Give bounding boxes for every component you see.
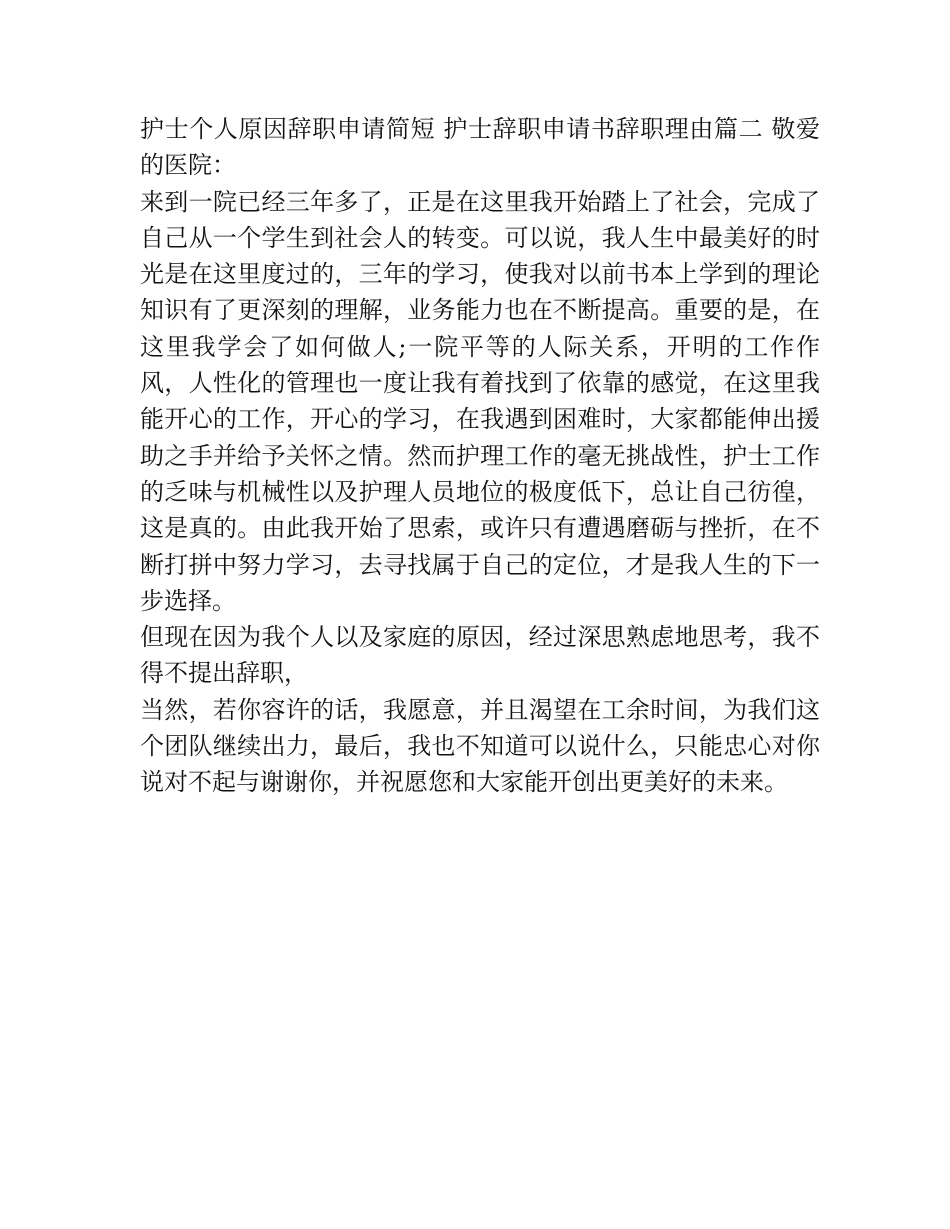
document-title: 护士个人原因辞职申请简短 护士辞职申请书辞职理由篇二 敬爱的医院： xyxy=(140,115,820,180)
paragraph-2: 但现在因为我个人以及家庭的原因，经过深思熟虑地思考，我不得不提出辞职， xyxy=(140,623,820,688)
paragraph-1: 来到一院已经三年多了，正是在这里我开始踏上了社会，完成了自己从一个学生到社会人的转变。可以说，我人生中最美好的时光是在这里度过的，三年的学习，使我对以前书本上学到的理论知识有了更深刻的理解，业务能力也在不断提高。重要的是，在这里我学会了如何做人;一院平等的人际关系，开明的工作作风，人性化的管理也一度让我有着找到了依靠的感觉，在这里我能开心的工作，开心的学习，在我遇到困难时，大家都能伸出援助之手并给予关怀之情。然而护理工作的毫无挑战性，护士工作的乏味与机械性以及护理人员地位的极度低下，总让自己彷徨，这是真的。由此我开始了思索，或许只有遭遇磨砺与挫折，在不断打拼中努力学习，去寻找属于自己的定位，才是我人生的下一步选择。 xyxy=(140,187,820,615)
document-page xyxy=(140,111,820,801)
paragraph-3: 当然，若你容许的话，我愿意，并且渴望在工余时间，为我们这个团队继续出力，最后，我也不知道可以说什么，只能忠心对你说对不起与谢谢你，并祝愿您和大家能开创出更美好的未来。 xyxy=(140,695,820,797)
